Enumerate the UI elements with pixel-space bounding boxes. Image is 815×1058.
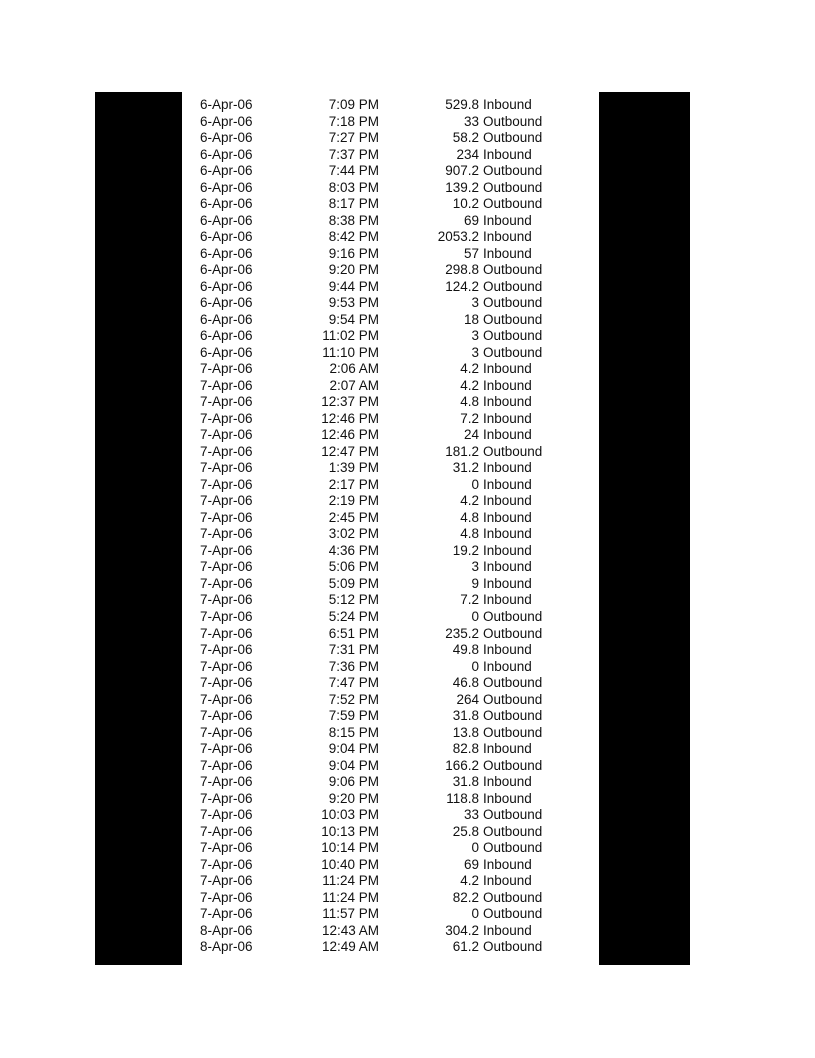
time-cell: 9:04 PM [328,741,379,757]
date-cell: 7-Apr-06 [200,542,253,558]
table-row [0,526,815,543]
date-cell: 6-Apr-06 [200,344,253,360]
date-cell: 7-Apr-06 [200,807,253,823]
date-cell: 7-Apr-06 [200,394,253,410]
amount-cell: 4.8 [460,394,479,410]
table-row [0,659,815,676]
direction-cell: Outbound [483,163,543,179]
table-row [0,890,815,907]
time-cell: 9:20 PM [328,790,379,806]
table-row [0,510,815,527]
direction-cell: Inbound [483,410,532,426]
direction-cell: Outbound [483,113,543,129]
time-cell: 12:43 AM [321,922,379,938]
table-row [0,609,815,626]
date-cell: 7-Apr-06 [200,873,253,889]
table-row [0,394,815,411]
amount-cell: 4.2 [460,493,479,509]
date-cell: 6-Apr-06 [200,179,253,195]
date-cell: 7-Apr-06 [200,559,253,575]
direction-cell: Inbound [483,575,532,591]
table-row [0,180,815,197]
date-cell: 7-Apr-06 [200,675,253,691]
date-cell: 7-Apr-06 [200,757,253,773]
amount-cell: 3 [471,344,479,360]
direction-cell: Outbound [483,130,543,146]
table-row [0,626,815,643]
direction-cell: Outbound [483,295,543,311]
table-row [0,345,815,362]
table-row [0,725,815,742]
amount-cell: 46.8 [452,675,479,691]
direction-cell: Inbound [483,642,532,658]
time-cell: 2:17 PM [328,476,379,492]
direction-cell: Outbound [483,807,543,823]
amount-cell: 33 [463,113,479,129]
table-row [0,427,815,444]
time-cell: 6:51 PM [328,625,379,641]
direction-cell: Outbound [483,328,543,344]
amount-cell: 4.2 [460,377,479,393]
direction-cell: Inbound [483,361,532,377]
amount-cell: 166.2 [445,757,479,773]
time-cell: 3:02 PM [328,526,379,542]
time-cell: 12:49 AM [321,939,379,955]
table-row [0,559,815,576]
time-cell: 2:07 AM [329,377,379,393]
date-cell: 6-Apr-06 [200,113,253,129]
date-cell: 7-Apr-06 [200,443,253,459]
time-cell: 9:20 PM [328,262,379,278]
amount-cell: 4.2 [460,873,479,889]
time-cell: 7:36 PM [328,658,379,674]
direction-cell: Inbound [483,526,532,542]
table-row [0,312,815,329]
date-cell: 6-Apr-06 [200,229,253,245]
direction-cell: Outbound [483,724,543,740]
amount-cell: 0 [471,906,479,922]
date-cell: 7-Apr-06 [200,724,253,740]
date-cell: 7-Apr-06 [200,476,253,492]
time-cell: 9:44 PM [328,278,379,294]
direction-cell: Outbound [483,179,543,195]
time-cell: 12:47 PM [321,443,379,459]
date-cell: 7-Apr-06 [200,774,253,790]
table-row [0,147,815,164]
amount-cell: 31.2 [452,460,479,476]
amount-cell: 4.2 [460,361,479,377]
direction-cell: Outbound [483,196,543,212]
date-cell: 6-Apr-06 [200,130,253,146]
direction-cell: Outbound [483,278,543,294]
table-row [0,411,815,428]
date-cell: 7-Apr-06 [200,741,253,757]
date-cell: 6-Apr-06 [200,245,253,261]
direction-cell: Outbound [483,840,543,856]
table-row [0,279,815,296]
amount-cell: 58.2 [452,130,479,146]
amount-cell: 10.2 [452,196,479,212]
table-row [0,642,815,659]
call-log-table [0,97,815,956]
date-cell: 6-Apr-06 [200,278,253,294]
date-cell: 7-Apr-06 [200,526,253,542]
time-cell: 7:47 PM [328,675,379,691]
amount-cell: 69 [463,856,479,872]
time-cell: 2:06 AM [329,361,379,377]
amount-cell: 298.8 [445,262,479,278]
table-row [0,576,815,593]
table-row [0,246,815,263]
direction-cell: Inbound [483,460,532,476]
table-row [0,807,815,824]
table-row [0,295,815,312]
date-cell: 6-Apr-06 [200,262,253,278]
direction-cell: Inbound [483,658,532,674]
amount-cell: 235.2 [445,625,479,641]
amount-cell: 19.2 [452,542,479,558]
time-cell: 8:38 PM [328,212,379,228]
amount-cell: 4.8 [460,509,479,525]
table-row [0,939,815,956]
amount-cell: 82.2 [452,889,479,905]
direction-cell: Inbound [483,592,532,608]
date-cell: 8-Apr-06 [200,922,253,938]
date-cell: 7-Apr-06 [200,708,253,724]
amount-cell: 234 [456,146,479,162]
table-row [0,774,815,791]
date-cell: 6-Apr-06 [200,328,253,344]
amount-cell: 33 [463,807,479,823]
direction-cell: Outbound [483,675,543,691]
amount-cell: 124.2 [445,278,479,294]
time-cell: 10:14 PM [321,840,379,856]
direction-cell: Inbound [483,493,532,509]
amount-cell: 31.8 [452,708,479,724]
date-cell: 7-Apr-06 [200,889,253,905]
table-row [0,163,815,180]
time-cell: 2:45 PM [328,509,379,525]
table-row [0,493,815,510]
amount-cell: 529.8 [445,97,479,112]
time-cell: 9:54 PM [328,311,379,327]
time-cell: 10:40 PM [321,856,379,872]
date-cell: 7-Apr-06 [200,840,253,856]
time-cell: 9:06 PM [328,774,379,790]
date-cell: 6-Apr-06 [200,196,253,212]
amount-cell: 139.2 [445,179,479,195]
amount-cell: 118.8 [446,790,479,806]
table-row [0,675,815,692]
table-row [0,873,815,890]
time-cell: 12:46 PM [321,410,379,426]
time-cell: 9:16 PM [328,245,379,261]
date-cell: 7-Apr-06 [200,856,253,872]
table-row [0,262,815,279]
amount-cell: 3 [471,295,479,311]
table-row [0,328,815,345]
time-cell: 11:24 PM [322,873,379,889]
date-cell: 7-Apr-06 [200,691,253,707]
direction-cell: Outbound [483,889,543,905]
date-cell: 7-Apr-06 [200,906,253,922]
table-row [0,741,815,758]
table-row [0,923,815,940]
amount-cell: 18 [463,311,479,327]
direction-cell: Outbound [483,906,543,922]
amount-cell: 181.2 [445,443,479,459]
date-cell: 7-Apr-06 [200,575,253,591]
direction-cell: Outbound [483,691,543,707]
time-cell: 10:03 PM [321,807,379,823]
direction-cell: Outbound [483,757,543,773]
table-row [0,196,815,213]
time-cell: 11:57 PM [322,906,379,922]
table-row [0,229,815,246]
direction-cell: Inbound [483,790,532,806]
date-cell: 6-Apr-06 [200,97,253,112]
time-cell: 8:42 PM [328,229,379,245]
table-row [0,444,815,461]
time-cell: 9:53 PM [328,295,379,311]
amount-cell: 69 [463,212,479,228]
table-row [0,361,815,378]
table-row [0,543,815,560]
direction-cell: Inbound [483,873,532,889]
amount-cell: 82.8 [452,741,479,757]
table-row [0,460,815,477]
direction-cell: Outbound [483,939,543,955]
amount-cell: 0 [471,608,479,624]
direction-cell: Inbound [483,394,532,410]
time-cell: 7:52 PM [328,691,379,707]
direction-cell: Outbound [483,344,543,360]
amount-cell: 2053.2 [437,229,479,245]
date-cell: 7-Apr-06 [200,410,253,426]
direction-cell: Outbound [483,608,543,624]
direction-cell: Inbound [483,476,532,492]
table-row [0,791,815,808]
table-row [0,824,815,841]
amount-cell: 3 [471,328,479,344]
amount-cell: 61.2 [452,939,479,955]
time-cell: 9:04 PM [328,757,379,773]
time-cell: 5:12 PM [328,592,379,608]
date-cell: 7-Apr-06 [200,608,253,624]
time-cell: 12:37 PM [321,394,379,410]
direction-cell: Inbound [483,146,532,162]
amount-cell: 49.8 [452,642,479,658]
time-cell: 10:13 PM [321,823,379,839]
amount-cell: 0 [471,658,479,674]
table-row [0,213,815,230]
direction-cell: Inbound [483,245,532,261]
amount-cell: 907.2 [445,163,479,179]
amount-cell: 7.2 [460,410,479,426]
time-cell: 8:03 PM [328,179,379,195]
direction-cell: Outbound [483,823,543,839]
date-cell: 6-Apr-06 [200,295,253,311]
direction-cell: Outbound [483,262,543,278]
direction-cell: Outbound [483,443,543,459]
direction-cell: Inbound [483,774,532,790]
date-cell: 8-Apr-06 [200,939,253,955]
direction-cell: Inbound [483,741,532,757]
table-row [0,378,815,395]
table-row [0,708,815,725]
amount-cell: 3 [471,559,479,575]
amount-cell: 9 [471,575,479,591]
direction-cell: Inbound [483,922,532,938]
table-row [0,857,815,874]
direction-cell: Inbound [483,377,532,393]
time-cell: 2:19 PM [328,493,379,509]
direction-cell: Outbound [483,311,543,327]
table-row [0,758,815,775]
amount-cell: 57 [463,245,479,261]
table-row [0,906,815,923]
date-cell: 7-Apr-06 [200,642,253,658]
time-cell: 12:46 PM [321,427,379,443]
amount-cell: 264 [456,691,479,707]
time-cell: 1:39 PM [328,460,379,476]
direction-cell: Inbound [483,427,532,443]
amount-cell: 0 [471,840,479,856]
time-cell: 5:24 PM [328,608,379,624]
amount-cell: 7.2 [460,592,479,608]
date-cell: 7-Apr-06 [200,592,253,608]
time-cell: 8:15 PM [328,724,379,740]
table-row [0,692,815,709]
amount-cell: 0 [471,476,479,492]
direction-cell: Outbound [483,708,543,724]
direction-cell: Inbound [483,559,532,575]
date-cell: 7-Apr-06 [200,625,253,641]
time-cell: 7:44 PM [328,163,379,179]
time-cell: 11:10 PM [322,344,379,360]
date-cell: 7-Apr-06 [200,361,253,377]
direction-cell: Inbound [483,229,532,245]
date-cell: 6-Apr-06 [200,212,253,228]
direction-cell: Inbound [483,856,532,872]
time-cell: 7:18 PM [328,113,379,129]
time-cell: 4:36 PM [328,542,379,558]
time-cell: 8:17 PM [328,196,379,212]
table-row [0,592,815,609]
direction-cell: Inbound [483,212,532,228]
direction-cell: Outbound [483,625,543,641]
direction-cell: Inbound [483,509,532,525]
date-cell: 7-Apr-06 [200,790,253,806]
time-cell: 7:09 PM [328,97,379,112]
date-cell: 7-Apr-06 [200,493,253,509]
date-cell: 7-Apr-06 [200,509,253,525]
direction-cell: Inbound [483,97,532,112]
time-cell: 7:37 PM [328,146,379,162]
table-row [0,130,815,147]
date-cell: 7-Apr-06 [200,823,253,839]
time-cell: 7:27 PM [328,130,379,146]
date-cell: 6-Apr-06 [200,163,253,179]
date-cell: 7-Apr-06 [200,377,253,393]
table-row [0,114,815,131]
amount-cell: 304.2 [445,922,479,938]
amount-cell: 4.8 [460,526,479,542]
time-cell: 5:09 PM [328,575,379,591]
amount-cell: 13.8 [452,724,479,740]
time-cell: 11:02 PM [322,328,379,344]
direction-cell: Inbound [483,542,532,558]
date-cell: 7-Apr-06 [200,658,253,674]
time-cell: 11:24 PM [322,889,379,905]
amount-cell: 25.8 [452,823,479,839]
date-cell: 7-Apr-06 [200,427,253,443]
table-row [0,477,815,494]
date-cell: 6-Apr-06 [200,146,253,162]
amount-cell: 31.8 [452,774,479,790]
date-cell: 6-Apr-06 [200,311,253,327]
time-cell: 7:31 PM [328,642,379,658]
time-cell: 7:59 PM [328,708,379,724]
amount-cell: 24 [463,427,479,443]
time-cell: 5:06 PM [328,559,379,575]
table-row [0,97,815,114]
table-row [0,840,815,857]
date-cell: 7-Apr-06 [200,460,253,476]
